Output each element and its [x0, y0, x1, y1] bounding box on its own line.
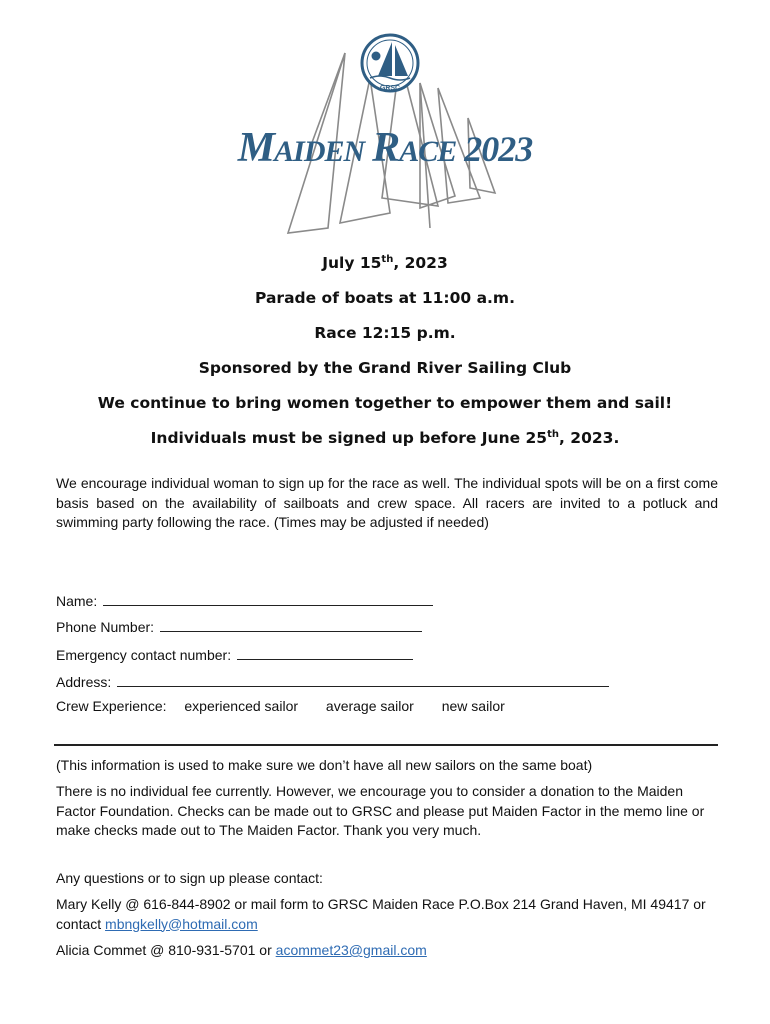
grsc-badge: [362, 35, 418, 92]
phone-row: [56, 617, 422, 635]
event-deadline-year: , 2023.: [559, 429, 620, 448]
phone-field[interactable]: [160, 617, 422, 632]
emergency-row: [56, 645, 413, 663]
alicia-email-link[interactable]: acommet23@gmail.com: [275, 942, 427, 958]
event-parade: Parade of boats at 11:00 a.m.: [255, 289, 515, 307]
crew-option-experienced[interactable]: experienced sailor: [184, 698, 299, 714]
event-date-text: July 15: [322, 254, 382, 273]
event-deadline-sup: th: [547, 429, 560, 440]
event-deadline-text: Individuals must be signed up before June 25: [150, 429, 548, 448]
event-date-sup: th: [381, 254, 394, 265]
event-race-time: Race 12:15 p.m.: [314, 324, 456, 342]
event-sponsor: Sponsored by the Grand River Sailing Club: [198, 359, 572, 377]
name-field[interactable]: [103, 591, 433, 606]
event-date: [0, 254, 770, 272]
address-row: [56, 672, 609, 690]
title-part: R: [372, 125, 400, 171]
contact-mary-text: Mary Kelly @ 616-844-8902 or mail form to GRSC Maiden Race P.O.Box 214 Grand Haven, MI 49417 or contact: [56, 896, 706, 932]
address-label: Address:: [56, 674, 112, 690]
info-note: (This information is used to make sure we don’t have all new sailors on the same boat): [56, 757, 593, 773]
emergency-field[interactable]: [237, 645, 413, 660]
intro-paragraph: We encourage individual woman to sign up for the race as well. The individual spots will be on a first come basis based on the availability of sailboats and crew space. All racers are invited to a potluck and swimming party following the race. (Times may be adjusted if needed): [56, 475, 718, 530]
event-deadline: [0, 429, 770, 447]
contact-mary: [56, 895, 720, 934]
contact-alicia: [56, 941, 720, 961]
name-label: Name:: [56, 593, 98, 609]
page-title: [0, 124, 770, 172]
emergency-label: Emergency contact number:: [56, 647, 232, 663]
title-part: M: [237, 125, 275, 171]
phone-label: Phone Number:: [56, 619, 155, 635]
crew-label: Crew Experience:: [56, 698, 167, 714]
crew-option-new[interactable]: new sailor: [441, 698, 505, 714]
contact-alicia-text: Alicia Commet @ 810-931-5701 or: [56, 942, 276, 958]
crew-row: [56, 698, 505, 714]
donation-paragraph: There is no individual fee currently. However, we encourage you to consider a donation to the Maiden Factor Foundation. Checks can be made out to GRSC and please put Maiden Factor in the memo line or make checks made out to The Maiden Factor. Thank you very much.: [56, 783, 705, 838]
event-mission: We continue to bring women together to empower them and sail!: [97, 394, 673, 412]
contact-heading: Any questions or to sign up please contact:: [56, 870, 323, 886]
section-divider: [54, 744, 718, 746]
grsc-badge-text: GRSC: [379, 85, 401, 92]
mary-email-link[interactable]: mbngkelly@hotmail.com: [105, 915, 258, 932]
name-row: [56, 591, 433, 609]
address-field[interactable]: [117, 672, 609, 687]
crew-option-average[interactable]: average sailor: [325, 698, 414, 714]
event-date-year: , 2023: [393, 254, 448, 273]
title-part: ACE: [399, 135, 457, 168]
title-year: 2023: [464, 129, 533, 169]
title-part: AIDEN: [274, 135, 365, 168]
